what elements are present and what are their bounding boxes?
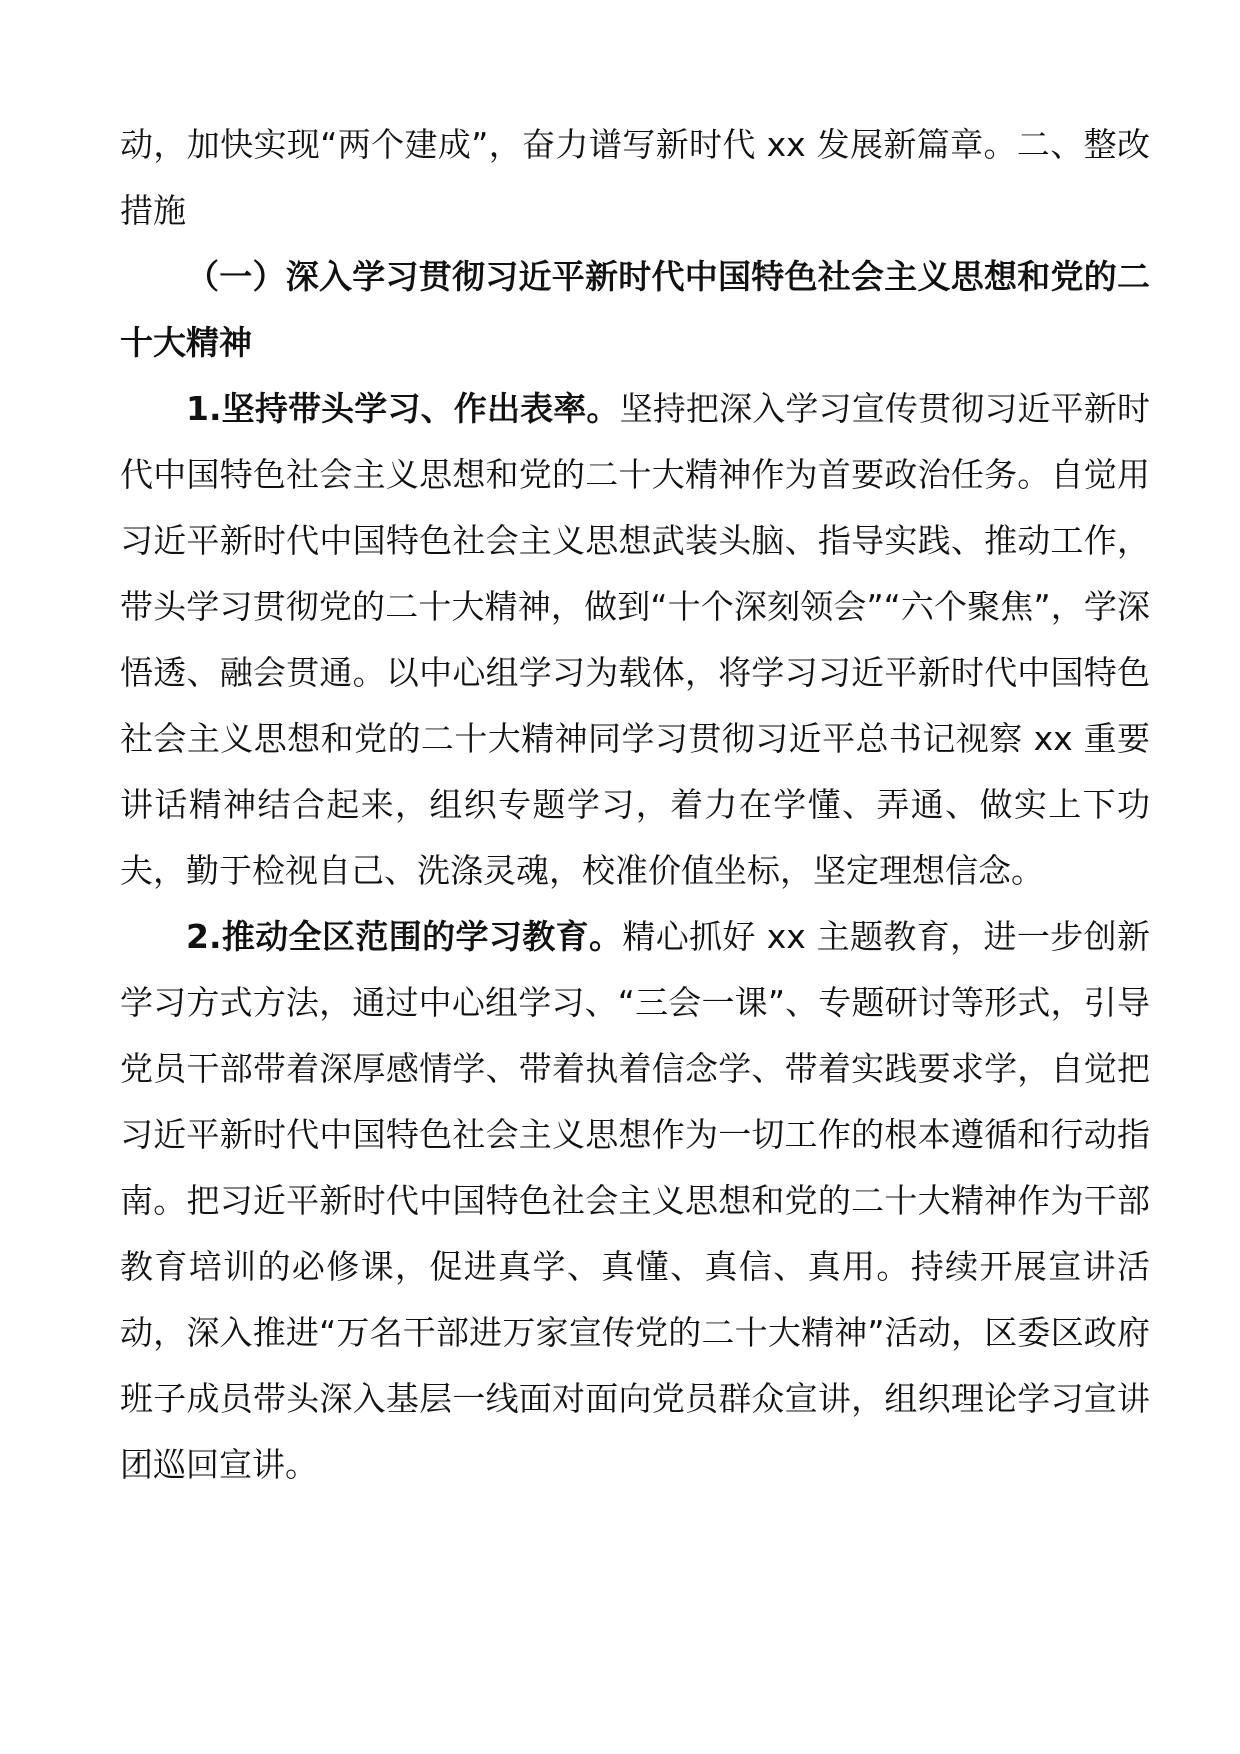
item-paragraph-2 bbox=[120, 904, 1150, 1498]
document-page bbox=[120, 112, 1150, 1498]
item-lead-1: 1.坚持带头学习、作出表率。 bbox=[186, 389, 620, 428]
item-lead-2: 2.推动全区范围的学习教育。 bbox=[186, 917, 623, 956]
item-paragraph-1 bbox=[120, 376, 1150, 904]
intro-paragraph: 动，加快实现“两个建成”，奋力谱写新时代 xx 发展新篇章。二、整改措施 bbox=[120, 125, 1150, 230]
section-heading: （一）深入学习贯彻习近平新时代中国特色社会主义思想和党的二十大精神 bbox=[120, 257, 1150, 362]
item-body-1: 坚持把深入学习宣传贯彻习近平新时代中国特色社会主义思想和党的二十大精神作为首要政治任务。自觉用习近平新时代中国特色社会主义思想武装头脑、指导实践、推动工作，带头学习贯彻党的二十大精神，做到“十个深刻领会”“六个聚焦”，学深悟透、融会贯通。以中心组学习为载体，将学习习近平新时代中国特色社会主义思想和党的二十大精神同学习贯彻习近平总书记视察 xx 重要讲话精神结合起来，组织专题学习，着力在学懂、弄通、做实上下功夫，勤于检视自己、洗涤灵魂，校准价值坐标，坚定理想信念。 bbox=[120, 389, 1151, 890]
item-body-2: 精心抓好 xx 主题教育，进一步创新学习方式方法，通过中心组学习、“三会一课”、专题研讨等形式，引导党员干部带着深厚感情学、带着执着信念学、带着实践要求学，自觉把习近平新时代中国特色社会主义思想作为一切工作的根本遵循和行动指南。把习近平新时代中国特色社会主义思想和党的二十大精神作为干部教育培训的必修课，促进真学、真懂、真信、真用。持续开展宣讲活动，深入推进“万名干部进万家宣传党的二十大精神”活动，区委区政府班子成员带头深入基层一线面对面向党员群众宣讲，组织理论学习宣讲团巡回宣讲。 bbox=[120, 917, 1150, 1484]
